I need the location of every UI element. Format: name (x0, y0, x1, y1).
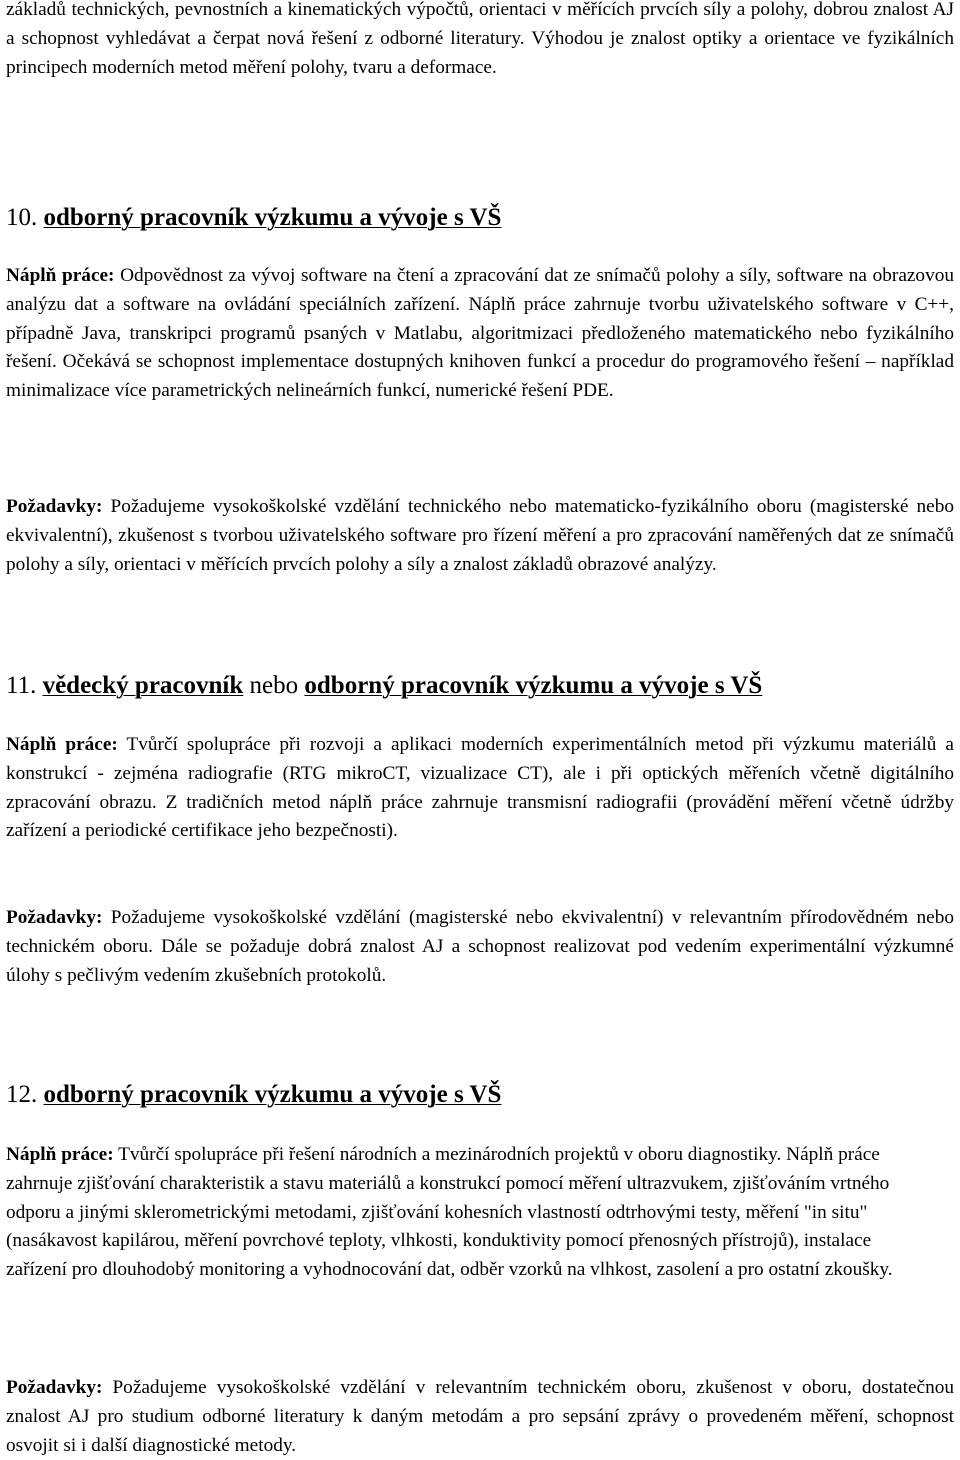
section-11-req-text: Požadujeme vysokoškolské vzdělání (magisterské nebo ekvivalentní) v relevantním přírodovědném nebo technickém oboru. Dále se požaduje dobrá znalost AJ a schopnost realizovat pod vedením experimentální výzkumné úlohy s pečlivým vedením zkušebních protokolů. (6, 907, 954, 986)
intro-paragraph (6, 0, 954, 82)
section-11-req-label: Požadavky: (6, 907, 103, 928)
section-12-requirements (6, 1374, 954, 1460)
section-12-duties-label: Náplň práce: (6, 1144, 114, 1165)
section-12-req-label: Požadavky: (6, 1377, 103, 1398)
section-11-title-connector: nebo (243, 672, 305, 699)
section-10-title: odborný pracovník výzkumu a vývoje s VŠ (43, 204, 502, 231)
section-10-duties (6, 262, 954, 406)
section-12-title: odborný pracovník výzkumu a vývoje s VŠ (43, 1081, 502, 1108)
intro-text: základů technických, pevnostních a kinematických výpočtů, orientaci v měřících prvcích síly a polohy, dobrou znalost AJ a schopnost vyhledávat a čerpat nová řešení z odborné literatury. Výhodou je znalost optiky a orientace ve fyzikálních principech moderních metod měření polohy, tvaru a deformace. (6, 0, 954, 78)
section-12-heading (6, 1080, 954, 1110)
section-11-title-part1: vědecký pracovník (42, 672, 244, 699)
section-12-number: 12. (6, 1081, 38, 1108)
section-11-title-part2: odborný pracovník výzkumu a vývoje s VŠ (304, 672, 763, 699)
section-10-duties-label: Náplň práce: (6, 265, 115, 286)
section-12-duties (6, 1141, 936, 1285)
section-11-number: 11. (6, 672, 37, 699)
section-11-duties-text: Tvůrčí spolupráce při rozvoji a aplikaci moderních experimentálních metod při výzkumu materiálů a konstrukcí - zejména radiografie (RTG mikroCT, vizualizace CT), ale i při optických měřeních včetně digitálního zpracování obrazu. Z tradičních metod náplň práce zahrnuje transmisní radiografii (provádění měření včetně údržby zařízení a periodické certifikace jeho bezpečnosti). (6, 734, 954, 842)
section-11-duties-label: Náplň práce: (6, 734, 118, 755)
section-12-req-text: Požadujeme vysokoškolské vzdělání v relevantním technickém oboru, zkušenost v oboru, dostatečnou znalost AJ pro studium odborné literatury k daným metodám a pro sepsání zprávy o provedeném měření, schopnost osvojit si i další diagnostické metody. (6, 1377, 954, 1456)
section-11-requirements (6, 904, 954, 990)
section-10-req-text: Požadujeme vysokoškolské vzdělání technického nebo matematicko-fyzikálního oboru (magisterské nebo ekvivalentní), zkušenost s tvorbou uživatelského software pro řízení měření a pro zpracování naměřených dat ze snímačů polohy a síly, orientaci v měřících prvcích polohy a síly a znalost základů obrazové analýzy. (6, 496, 954, 575)
section-11-duties (6, 731, 954, 846)
section-10-duties-text: Odpovědnost za vývoj software na čtení a zpracování dat ze snímačů polohy a síly, software na obrazovou analýzu dat a software na ovládání speciálních zařízení. Náplň práce zahrnuje tvorbu uživatelského software v C++, případně Java, transkripci programů psaných v Matlabu, algoritmizaci předloženého matematického nebo fyzikálního řešení. Očekává se schopnost implementace dostupných knihoven funkcí a procedur do programového řešení – například minimalizace více parametrických nelineárních funkcí, numerické řešení PDE. (6, 265, 954, 402)
section-10-heading (6, 203, 954, 233)
section-10-number: 10. (6, 204, 38, 231)
section-12-duties-text: Tvůrčí spolupráce při řešení národních a mezinárodních projektů v oboru diagnostiky. Náplň práce zahrnuje zjišťování charakteristik a stavu materiálů a konstrukcí pomocí měření ultrazvukem, zjišťováním vrtného odporu a jinými sklerometrickými metodami, zjišťování kohesních vlastností odtrhovými testy, měření "in situ" (nasákavost kapilárou, měření povrchové teploty, vlhkosti, konduktivity pomocí přenosných přístrojů), instalace zařízení pro dlouhodobý monitoring a vyhodnocování dat, odběr vzorků na vlhkost, zasolení a pro ostatní zkoušky. (6, 1144, 893, 1281)
section-11-heading (6, 671, 954, 701)
section-10-req-label: Požadavky: (6, 496, 103, 517)
section-10-requirements (6, 493, 954, 579)
